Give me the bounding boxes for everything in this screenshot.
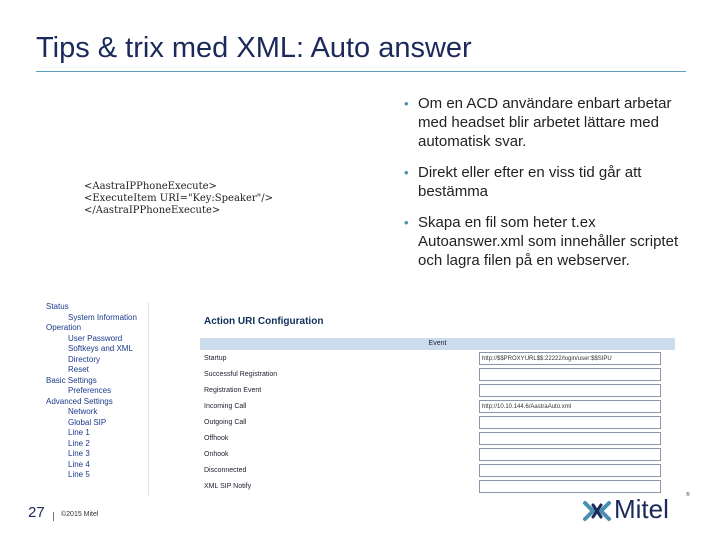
sidebar-section-basic-settings[interactable]: Basic Settings	[46, 375, 97, 385]
event-label: Incoming Call	[204, 403, 247, 410]
title-divider	[36, 71, 686, 72]
event-row-startup	[204, 352, 674, 368]
event-row-offhook	[204, 432, 674, 448]
table-header-event: Event	[200, 338, 675, 350]
bullet-item: • Skapa en fil som heter t.ex Autoanswer.xml som innehåller scriptet och lagra filen på en webserver.	[404, 213, 694, 270]
event-row-outgoing-call	[204, 416, 674, 432]
event-row-incoming-call	[204, 400, 674, 416]
event-uri-input[interactable]: http://10.10.144.6/AastraAuto.xml	[479, 400, 661, 413]
sidebar-item-line-4[interactable]: Line 4	[68, 459, 90, 469]
code-line: </AastraIPPhoneExecute>	[84, 205, 221, 216]
mitel-logo	[582, 492, 692, 526]
sidebar-section-advanced-settings[interactable]: Advanced Settings	[46, 396, 113, 406]
sidebar-item-network[interactable]: Network	[68, 407, 98, 416]
trademark-symbol: ®	[686, 492, 690, 498]
event-label: XML SIP Notify	[204, 483, 252, 490]
copyright-text: ©2015 Mitel	[61, 511, 99, 518]
event-label: Disconnected	[204, 467, 247, 474]
event-uri-input[interactable]	[479, 384, 661, 397]
bullet-list	[404, 94, 694, 282]
sidebar-item-line-5[interactable]: Line 5	[68, 470, 90, 479]
event-uri-input[interactable]	[479, 464, 661, 477]
event-uri-input[interactable]	[479, 432, 661, 445]
sidebar-item-line-1[interactable]: Line 1	[68, 428, 90, 437]
event-row-registration-event	[204, 384, 674, 400]
mitel-logo-icon	[582, 496, 612, 526]
sidebar-section-status[interactable]: Status	[46, 302, 69, 311]
phone-web-ui-screenshot	[40, 302, 675, 496]
event-row-onhook	[204, 448, 674, 464]
event-uri-input[interactable]	[479, 416, 661, 429]
panel-title: Action URI Configuration	[204, 316, 324, 327]
event-uri-input[interactable]	[479, 448, 661, 461]
sidebar-item-global-sip[interactable]: Global SIP	[68, 417, 107, 427]
event-uri-input[interactable]	[479, 368, 661, 381]
sidebar-item-directory[interactable]: Directory	[68, 354, 101, 364]
event-label: Offhook	[204, 435, 229, 442]
bullet-item: • Om en ACD användare enbart arbetar med headset blir arbetet lättare med automatisk svar.	[404, 94, 694, 151]
sidebar-item-line-2[interactable]: Line 2	[68, 438, 90, 448]
code-line: <ExecuteItem URI="Key:Speaker"/>	[84, 193, 274, 204]
sidebar-item-system-information[interactable]: System Information	[68, 312, 137, 322]
logo-wordmark: Mitel	[614, 494, 669, 524]
event-label: Successful Registration	[204, 371, 278, 378]
sidebar-nav	[40, 302, 149, 496]
sidebar-item-preferences[interactable]: Preferences	[68, 386, 112, 395]
sidebar-item-line-3[interactable]: Line 3	[68, 449, 90, 458]
event-label: Startup	[204, 355, 227, 362]
sidebar-item-reset[interactable]: Reset	[68, 365, 89, 374]
footer-divider	[53, 512, 54, 521]
event-row-disconnected	[204, 464, 674, 480]
page-number: 27	[28, 504, 45, 521]
sidebar-item-softkeys-xml[interactable]: Softkeys and XML	[68, 344, 133, 353]
sidebar-item-user-password[interactable]: User Password	[68, 333, 123, 343]
slide-title: Tips & trix med XML: Auto answer	[36, 32, 472, 64]
event-label: Onhook	[204, 451, 229, 458]
event-row-successful-registration	[204, 368, 674, 384]
event-label: Outgoing Call	[204, 419, 247, 426]
bullet-item: • Direkt eller efter en viss tid går att bestämma	[404, 163, 694, 201]
xml-code-block	[84, 181, 273, 217]
code-line: <AastraIPPhoneExecute>	[84, 181, 217, 192]
event-label: Registration Event	[204, 387, 262, 394]
event-uri-input[interactable]: http://$$PROXYURL$$:22222/login/user:$$SIPU	[479, 352, 661, 365]
sidebar-section-operation[interactable]: Operation	[46, 323, 82, 332]
